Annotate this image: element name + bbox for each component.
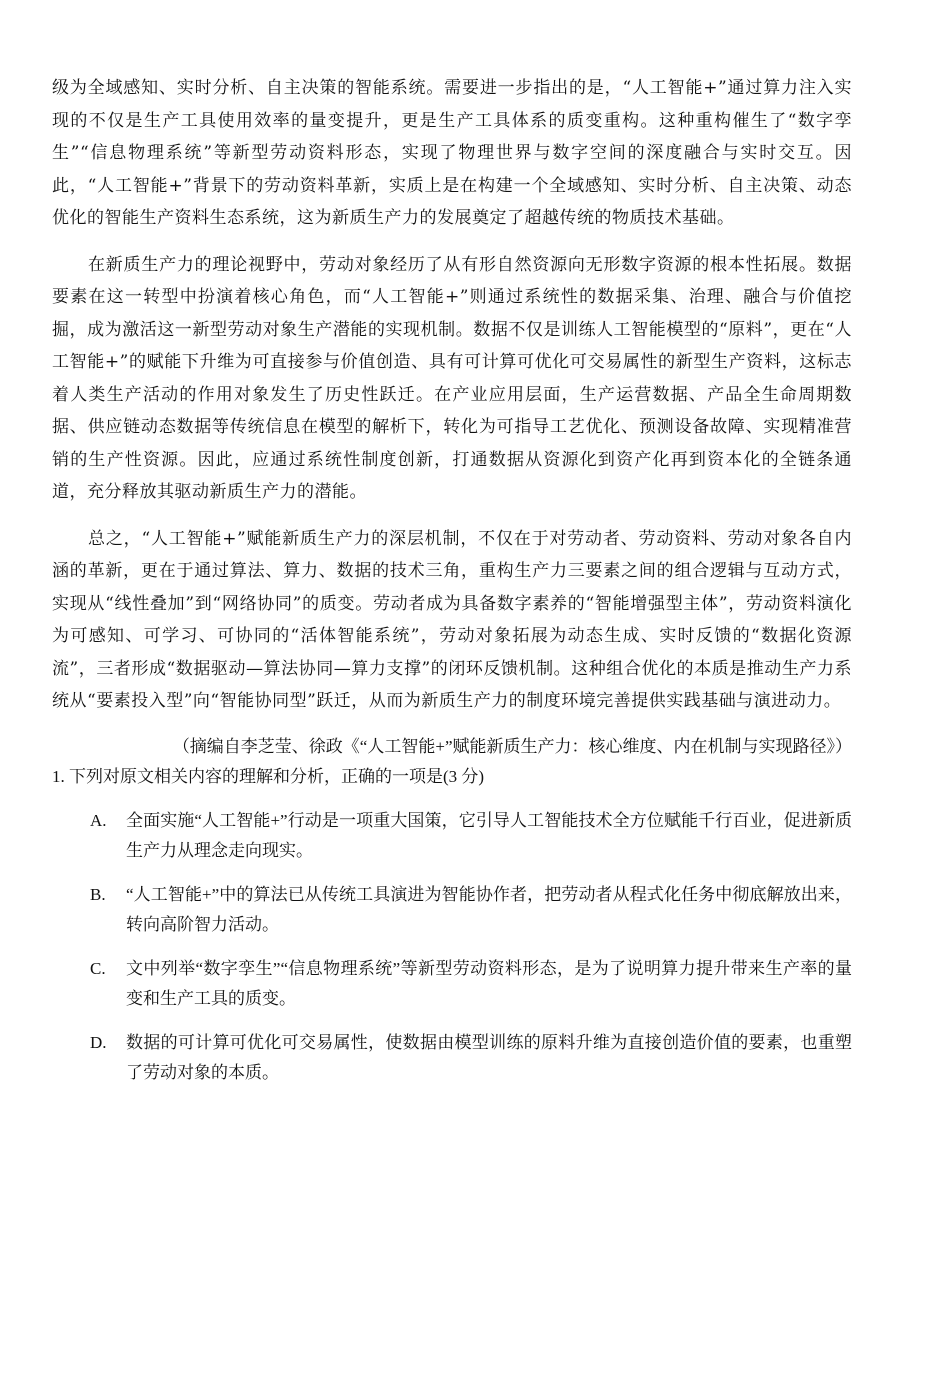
option-text: “人工智能+”中的算法已从传统工具演进为智能协作者，把劳动者从程式化任务中彻底解放出来，转向高阶智力活动。 <box>126 884 852 934</box>
option-b <box>52 880 852 940</box>
question-stem: 1. 下列对原文相关内容的理解和分析，正确的一项是(3 分) <box>52 766 485 786</box>
option-letter: A. <box>90 810 107 830</box>
article-paragraph-1: 级为全域感知、实时分析、自主决策的智能系统。需要进一步指出的是，“人工智能+”通过算力注入实现的不仅是生产工具使用效率的量变提升，更是生产工具体系的质变重构。这种重构催生了“数字孪生”“信息物理系统”等新型劳动资料形态，实现了物理世界与数字空间的深度融合与实时交互。因此，“人工智能+”背景下的劳动资料革新，实质上是在构建一个全域感知、实时分析、自主决策、动态优化的智能生产资料生态系统，这为新质生产力的发展奠定了超越传统的物质技术基础。 <box>52 78 852 228</box>
article <box>52 72 852 762</box>
option-text: 数据的可计算可优化可交易属性，使数据由模型训练的原料升维为直接创造价值的要素，也重塑了劳动对象的本质。 <box>126 1032 852 1082</box>
article-source: （摘编自李芝莹、徐政《“人工智能+”赋能新质生产力：核心维度、内在机制与实现路径》） <box>172 736 852 756</box>
option-a <box>52 806 852 866</box>
exam-page <box>52 72 852 1102</box>
option-c <box>52 954 852 1014</box>
option-letter: B. <box>90 884 106 904</box>
question-1 <box>52 762 852 1088</box>
article-paragraph-3: 总之，“人工智能+”赋能新质生产力的深层机制，不仅在于对劳动者、劳动资料、劳动对象各自内涵的革新，更在于通过算法、算力、数据的技术三角，重构生产力三要素之间的组合逻辑与互动方式，实现从“线性叠加”到“网络协同”的质变。劳动者成为具备数字素养的“智能增强型主体”，劳动资料演化为可感知、可学习、可协同的“活体智能系统”，劳动对象拓展为动态生成、实时反馈的“数据化资源流”，三者形成“数据驱动—算法协同—算力支撑”的闭环反馈机制。这种组合优化的本质是推动生产力系统从“要素投入型”向“智能协同型”跃迁，从而为新质生产力的制度环境完善提供实践基础与演进动力。 <box>52 528 852 711</box>
option-text: 文中列举“数字孪生”“信息物理系统”等新型劳动资料形态，是为了说明算力提升带来生产率的量变和生产工具的质变。 <box>126 958 852 1008</box>
option-d <box>52 1028 852 1088</box>
option-letter: D. <box>90 1032 107 1052</box>
answer-options <box>52 806 852 1088</box>
article-paragraph-2: 在新质生产力的理论视野中，劳动对象经历了从有形自然资源向无形数字资源的根本性拓展。数据要素在这一转型中扮演着核心角色，而“人工智能+”则通过系统性的数据采集、治理、融合与价值挖掘，成为激活这一新型劳动对象生产潜能的实现机制。数据不仅是训练人工智能模型的“原料”，更在“人工智能+”的赋能下升维为可直接参与价值创造、具有可计算可优化可交易属性的新型生产资料，这标志着人类生产活动的作用对象发生了历史性跃迁。在产业应用层面，生产运营数据、产品全生命周期数据、供应链动态数据等传统信息在模型的解析下，转化为可指导工艺优化、预测设备故障、实现精准营销的生产性资源。因此，应通过系统性制度创新，打通数据从资源化到资产化再到资本化的全链条通道，充分释放其驱动新质生产力的潜能。 <box>52 254 852 502</box>
option-letter: C. <box>90 958 106 978</box>
option-text: 全面实施“人工智能+”行动是一项重大国策，它引导人工智能技术全方位赋能千行百业，促进新质生产力从理念走向现实。 <box>126 810 852 860</box>
